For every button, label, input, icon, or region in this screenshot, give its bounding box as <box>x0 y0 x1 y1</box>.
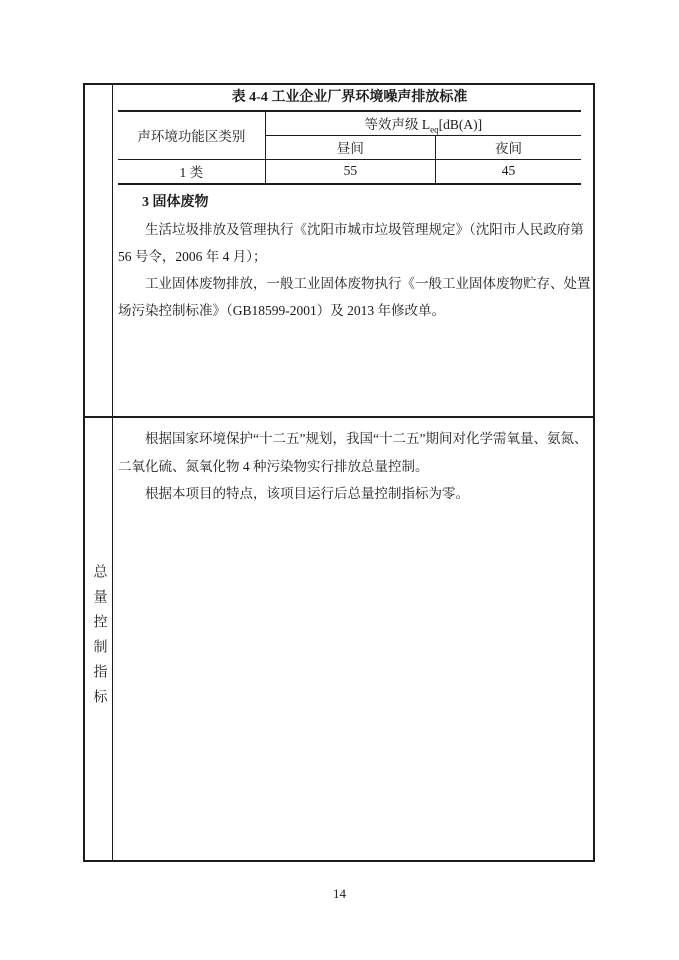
paragraph-line: 56 号令，2006 年 4 月）； <box>118 249 267 264</box>
noise-table-header-row-1 <box>118 111 581 135</box>
header-cell-day: 昼间 <box>265 135 435 159</box>
paragraph-national-plan <box>118 425 588 480</box>
header-cell-category: 声环境功能区类别 <box>118 111 265 159</box>
row-standards-label-cell <box>85 85 113 416</box>
paragraph-line: 二氧化硫、氮氧化物 4 种污染物实行排放总量控制。 <box>118 458 429 474</box>
paragraph-line: 根据本项目的特点，该项目运行后总量控制指标为零。 <box>145 486 469 501</box>
page-number: 14 <box>333 886 346 901</box>
paragraph-line: 根据国家环境保护“十二五”规划，我国“十二五”期间对化学需氧量、氨氮、 <box>145 431 588 446</box>
row-standards-content <box>113 85 593 416</box>
section-heading-solid-waste: 3 固体废物 <box>142 195 209 210</box>
row-standards <box>85 85 593 418</box>
row-total-control-label-cell <box>85 418 113 860</box>
data-cell-category: 1 类 <box>118 159 265 184</box>
paragraph-industrial-waste <box>118 270 591 324</box>
noise-table-data-row <box>118 159 581 184</box>
row-label-total-control: 总量控制指标 <box>91 564 107 714</box>
paragraph-line: 工业固体废物排放，一般工业固体废物执行《一般工业固体废物贮存、处置 <box>145 276 591 291</box>
paragraph-line: 场污染控制标准》（GB18599-2001）及 2013 年修改单。 <box>118 303 445 318</box>
noise-table-title: 表 4-4 工业企业厂界环境噪声排放标准 <box>231 90 468 105</box>
data-cell-day: 55 <box>265 159 435 184</box>
row-total-control <box>85 418 593 860</box>
paragraph-domestic-waste <box>118 216 584 270</box>
leq-prefix: 等效声级 L <box>364 117 431 133</box>
paragraph-line: 生活垃圾排放及管理执行《沈阳市城市垃圾管理规定》（沈阳市人民政府第 <box>145 222 584 237</box>
paragraph-project-indicator <box>118 480 581 508</box>
noise-standard-table <box>118 110 581 185</box>
document-outer-table <box>83 83 595 862</box>
data-cell-night: 45 <box>501 163 516 179</box>
row-total-control-content <box>113 418 593 860</box>
leq-subscript: eq <box>430 124 439 135</box>
header-cell-night: 夜间 <box>436 135 581 159</box>
header-cell-leq <box>265 111 581 135</box>
leq-suffix: [dB(A)] <box>438 117 483 133</box>
